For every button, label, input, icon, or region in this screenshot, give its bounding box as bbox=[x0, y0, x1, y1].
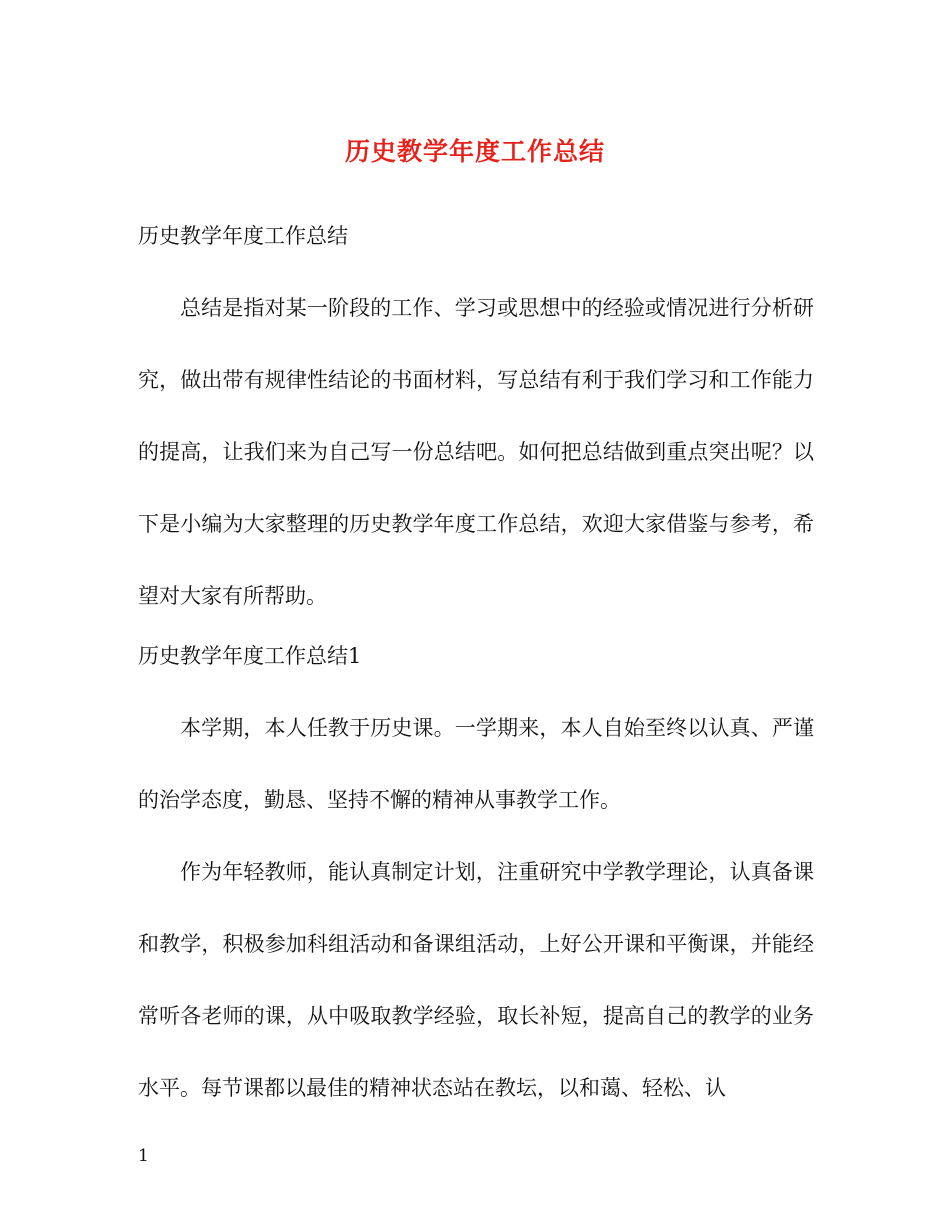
page-number: 1 bbox=[138, 1146, 149, 1166]
intro-heading: 历史教学年度工作总结 bbox=[138, 224, 348, 248]
document-title: 历史教学年度工作总结 bbox=[344, 137, 605, 166]
body-paragraph: 本学期，本人任教于历史课。一学期来，本人自始至终以认真、严谨的治学态度，勤恳、坚持不懈的精神从事教学工作。 bbox=[138, 716, 814, 812]
document-body bbox=[138, 218, 814, 1124]
section-heading: 历史教学年度工作总结1 bbox=[138, 644, 362, 668]
intro-paragraph: 总结是指对某一阶段的工作、学习或思想中的经验或情况进行分析研究，做出带有规律性结论的书面材料，写总结有利于我们学习和工作能力的提高，让我们来为自己写一份总结吧。如何把总结做到重点突出呢？以下是小编为大家整理的历史教学年度工作总结，欢迎大家借鉴与参考，希望对大家有所帮助。 bbox=[138, 296, 814, 608]
body-paragraph: 作为年轻教师，能认真制定计划，注重研究中学教学理论，认真备课和教学，积极参加科组活动和备课组活动，上好公开课和平衡课，并能经常听各老师的课，从中吸取教学经验，取长补短，提高自己的教学的业务水平。每节课都以最佳的精神状态站在教坛，以和蔼、轻松、认 bbox=[138, 860, 814, 1100]
